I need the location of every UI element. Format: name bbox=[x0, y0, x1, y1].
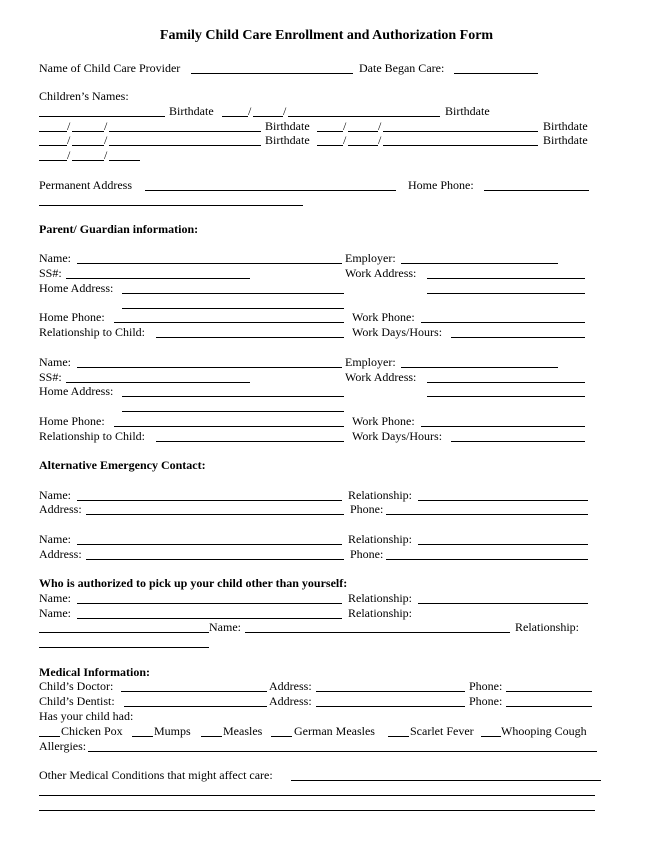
emergency-relationship-label: Relationship: bbox=[348, 532, 412, 546]
work-phone-label: Work Phone: bbox=[352, 414, 415, 428]
employer-label: Employer: bbox=[345, 251, 396, 265]
relationship-to-child-label: Relationship to Child: bbox=[39, 429, 146, 443]
birthdate-label: Birthdate bbox=[445, 104, 490, 118]
home-address-field[interactable] bbox=[122, 293, 344, 294]
doctor-phone-label: Phone: bbox=[469, 679, 503, 693]
work-phone-label: Work Phone: bbox=[352, 310, 415, 324]
relationship-to-child-field[interactable] bbox=[156, 441, 344, 442]
scarlet-fever-check[interactable] bbox=[388, 736, 409, 737]
pickup-name-field[interactable] bbox=[245, 632, 510, 633]
birthdate-label: Birthdate bbox=[265, 133, 310, 147]
emergency-address-field[interactable] bbox=[86, 559, 344, 560]
ss-field[interactable] bbox=[66, 382, 250, 383]
date-slash: / bbox=[343, 133, 347, 147]
date-began-label: Date Began Care: bbox=[359, 61, 445, 75]
allergies-label: Allergies: bbox=[39, 739, 87, 753]
birthdate-label: Birthdate bbox=[169, 104, 214, 118]
birthdate-year-field[interactable] bbox=[109, 160, 140, 161]
scarlet-fever-label: Scarlet Fever bbox=[410, 724, 474, 738]
chicken-pox-label: Chicken Pox bbox=[61, 724, 123, 738]
mumps-label: Mumps bbox=[154, 724, 191, 738]
pickup-name-label: Name: bbox=[209, 620, 241, 634]
date-slash: / bbox=[67, 119, 71, 133]
relationship-to-child-label: Relationship to Child: bbox=[39, 325, 146, 339]
ss-label: SS#: bbox=[39, 266, 62, 280]
other-conditions-label: Other Medical Conditions that might affect care: bbox=[39, 768, 273, 782]
birthdate-month-field[interactable] bbox=[317, 131, 343, 132]
whooping-cough-check[interactable] bbox=[481, 736, 501, 737]
parent-name-field[interactable] bbox=[77, 263, 342, 264]
parent-home-phone-field[interactable] bbox=[114, 322, 344, 323]
emergency-phone-field[interactable] bbox=[386, 559, 588, 560]
measles-label: Measles bbox=[223, 724, 263, 738]
emergency-address-label: Address: bbox=[39, 502, 82, 516]
dentist-address-label: Address: bbox=[269, 694, 312, 708]
pickup-relationship-label: Relationship: bbox=[515, 620, 579, 634]
child-name-field[interactable] bbox=[383, 131, 538, 132]
other-conditions-field-2[interactable] bbox=[39, 795, 595, 796]
emergency-phone-field[interactable] bbox=[386, 514, 588, 515]
birthdate-day-field[interactable] bbox=[348, 145, 378, 146]
birthdate-day-field[interactable] bbox=[72, 160, 104, 161]
emergency-name-label: Name: bbox=[39, 532, 71, 546]
work-address-field-2[interactable] bbox=[427, 396, 585, 397]
parent-name-label: Name: bbox=[39, 355, 71, 369]
child-name-field[interactable] bbox=[288, 116, 440, 117]
pickup-name-label: Name: bbox=[39, 591, 71, 605]
relationship-to-child-field[interactable] bbox=[156, 337, 344, 338]
work-address-label: Work Address: bbox=[345, 266, 417, 280]
pickup-name-label: Name: bbox=[39, 606, 71, 620]
parent-name-label: Name: bbox=[39, 251, 71, 265]
emergency-relationship-field[interactable] bbox=[418, 544, 588, 545]
emergency-address-label: Address: bbox=[39, 547, 82, 561]
other-conditions-field[interactable] bbox=[291, 780, 601, 781]
children-names-label: Children’s Names: bbox=[39, 89, 129, 103]
emergency-name-label: Name: bbox=[39, 488, 71, 502]
permanent-address-label: Permanent Address bbox=[39, 178, 132, 192]
measles-check[interactable] bbox=[201, 736, 222, 737]
work-days-field[interactable] bbox=[451, 337, 585, 338]
child-name-field[interactable] bbox=[39, 116, 165, 117]
doctor-address-label: Address: bbox=[269, 679, 312, 693]
date-slash: / bbox=[378, 119, 382, 133]
doctor-address-field[interactable] bbox=[316, 691, 465, 692]
ss-field[interactable] bbox=[66, 278, 250, 279]
allergies-field[interactable] bbox=[88, 751, 597, 752]
home-address-label: Home Address: bbox=[39, 384, 114, 398]
date-slash: / bbox=[104, 119, 108, 133]
birthdate-month-field[interactable] bbox=[39, 160, 67, 161]
doctor-field[interactable] bbox=[121, 691, 267, 692]
parent-heading: Parent/ Guardian information: bbox=[39, 222, 199, 236]
birthdate-day-field[interactable] bbox=[348, 131, 378, 132]
dentist-field[interactable] bbox=[124, 706, 267, 707]
date-slash: / bbox=[378, 133, 382, 147]
home-address-label: Home Address: bbox=[39, 281, 114, 295]
date-slash: / bbox=[248, 104, 252, 118]
work-days-label: Work Days/Hours: bbox=[352, 429, 443, 443]
date-slash: / bbox=[104, 148, 108, 162]
pickup-relationship-label: Relationship: bbox=[348, 591, 412, 605]
birthdate-label: Birthdate bbox=[543, 119, 588, 133]
work-phone-field[interactable] bbox=[421, 322, 585, 323]
home-phone-label: Home Phone: bbox=[408, 178, 474, 192]
provider-name-label: Name of Child Care Provider bbox=[39, 61, 181, 75]
dentist-phone-field[interactable] bbox=[506, 706, 592, 707]
work-days-label: Work Days/Hours: bbox=[352, 325, 443, 339]
parent-home-phone-field[interactable] bbox=[114, 426, 344, 427]
child-name-field[interactable] bbox=[109, 145, 261, 146]
birthdate-month-field[interactable] bbox=[317, 145, 343, 146]
birthdate-day-field[interactable] bbox=[72, 131, 104, 132]
work-days-field[interactable] bbox=[451, 441, 585, 442]
work-address-label: Work Address: bbox=[345, 370, 417, 384]
dentist-address-field[interactable] bbox=[316, 706, 465, 707]
pickup-heading: Who is authorized to pick up your child other than yourself: bbox=[39, 576, 348, 590]
pickup-name-field[interactable] bbox=[77, 618, 342, 619]
emergency-name-field[interactable] bbox=[77, 500, 342, 501]
birthdate-month-field[interactable] bbox=[39, 145, 67, 146]
chicken-pox-check[interactable] bbox=[39, 736, 60, 737]
pickup-relationship-label: Relationship: bbox=[348, 606, 412, 620]
birthdate-label: Birthdate bbox=[265, 119, 310, 133]
emergency-name-field[interactable] bbox=[77, 544, 342, 545]
ss-label: SS#: bbox=[39, 370, 62, 384]
date-began-field[interactable] bbox=[454, 73, 538, 74]
parent-name-field[interactable] bbox=[77, 367, 342, 368]
dentist-label: Child’s Dentist: bbox=[39, 694, 115, 708]
work-phone-field[interactable] bbox=[421, 426, 585, 427]
other-conditions-field-3[interactable] bbox=[39, 810, 595, 811]
date-slash: / bbox=[67, 133, 71, 147]
home-address-field[interactable] bbox=[122, 396, 344, 397]
birthdate-month-field[interactable] bbox=[222, 116, 248, 117]
birthdate-day-field[interactable] bbox=[253, 116, 283, 117]
permanent-address-field-2[interactable] bbox=[39, 205, 303, 206]
pickup-relationship-field[interactable] bbox=[39, 647, 209, 648]
child-name-field[interactable] bbox=[383, 145, 538, 146]
medical-heading: Medical Information: bbox=[39, 665, 150, 679]
emergency-relationship-label: Relationship: bbox=[348, 488, 412, 502]
home-address-field-2[interactable] bbox=[122, 411, 344, 412]
birthdate-label: Birthdate bbox=[543, 133, 588, 147]
doctor-phone-field[interactable] bbox=[506, 691, 592, 692]
employer-label: Employer: bbox=[345, 355, 396, 369]
pickup-relationship-field[interactable] bbox=[418, 603, 588, 604]
emergency-heading: Alternative Emergency Contact: bbox=[39, 458, 206, 472]
work-address-field[interactable] bbox=[427, 278, 585, 279]
pickup-relationship-field[interactable] bbox=[39, 632, 209, 633]
birthdate-day-field[interactable] bbox=[72, 145, 104, 146]
parent-home-phone-label: Home Phone: bbox=[39, 414, 105, 428]
date-slash: / bbox=[67, 148, 71, 162]
mumps-check[interactable] bbox=[132, 736, 153, 737]
emergency-relationship-field[interactable] bbox=[418, 500, 588, 501]
birthdate-month-field[interactable] bbox=[39, 131, 67, 132]
emergency-address-field[interactable] bbox=[86, 514, 344, 515]
parent-home-phone-label: Home Phone: bbox=[39, 310, 105, 324]
doctor-label: Child’s Doctor: bbox=[39, 679, 114, 693]
provider-name-field[interactable] bbox=[191, 73, 353, 74]
child-name-field[interactable] bbox=[109, 131, 261, 132]
home-address-field-2[interactable] bbox=[122, 308, 344, 309]
has-had-label: Has your child had: bbox=[39, 709, 134, 723]
employer-field[interactable] bbox=[401, 263, 558, 264]
home-phone-field[interactable] bbox=[484, 190, 589, 191]
pickup-name-field[interactable] bbox=[77, 603, 342, 604]
permanent-address-field[interactable] bbox=[145, 190, 396, 191]
emergency-phone-label: Phone: bbox=[350, 547, 384, 561]
german-measles-check[interactable] bbox=[271, 736, 292, 737]
employer-field[interactable] bbox=[401, 367, 558, 368]
work-address-field[interactable] bbox=[427, 382, 585, 383]
emergency-phone-label: Phone: bbox=[350, 502, 384, 516]
date-slash: / bbox=[343, 119, 347, 133]
date-slash: / bbox=[283, 104, 287, 118]
german-measles-label: German Measles bbox=[294, 724, 375, 738]
dentist-phone-label: Phone: bbox=[469, 694, 503, 708]
page-title: Family Child Care Enrollment and Authorization Form bbox=[159, 28, 494, 43]
work-address-field-2[interactable] bbox=[427, 293, 585, 294]
whooping-cough-label: Whooping Cough bbox=[501, 724, 587, 738]
date-slash: / bbox=[104, 133, 108, 147]
